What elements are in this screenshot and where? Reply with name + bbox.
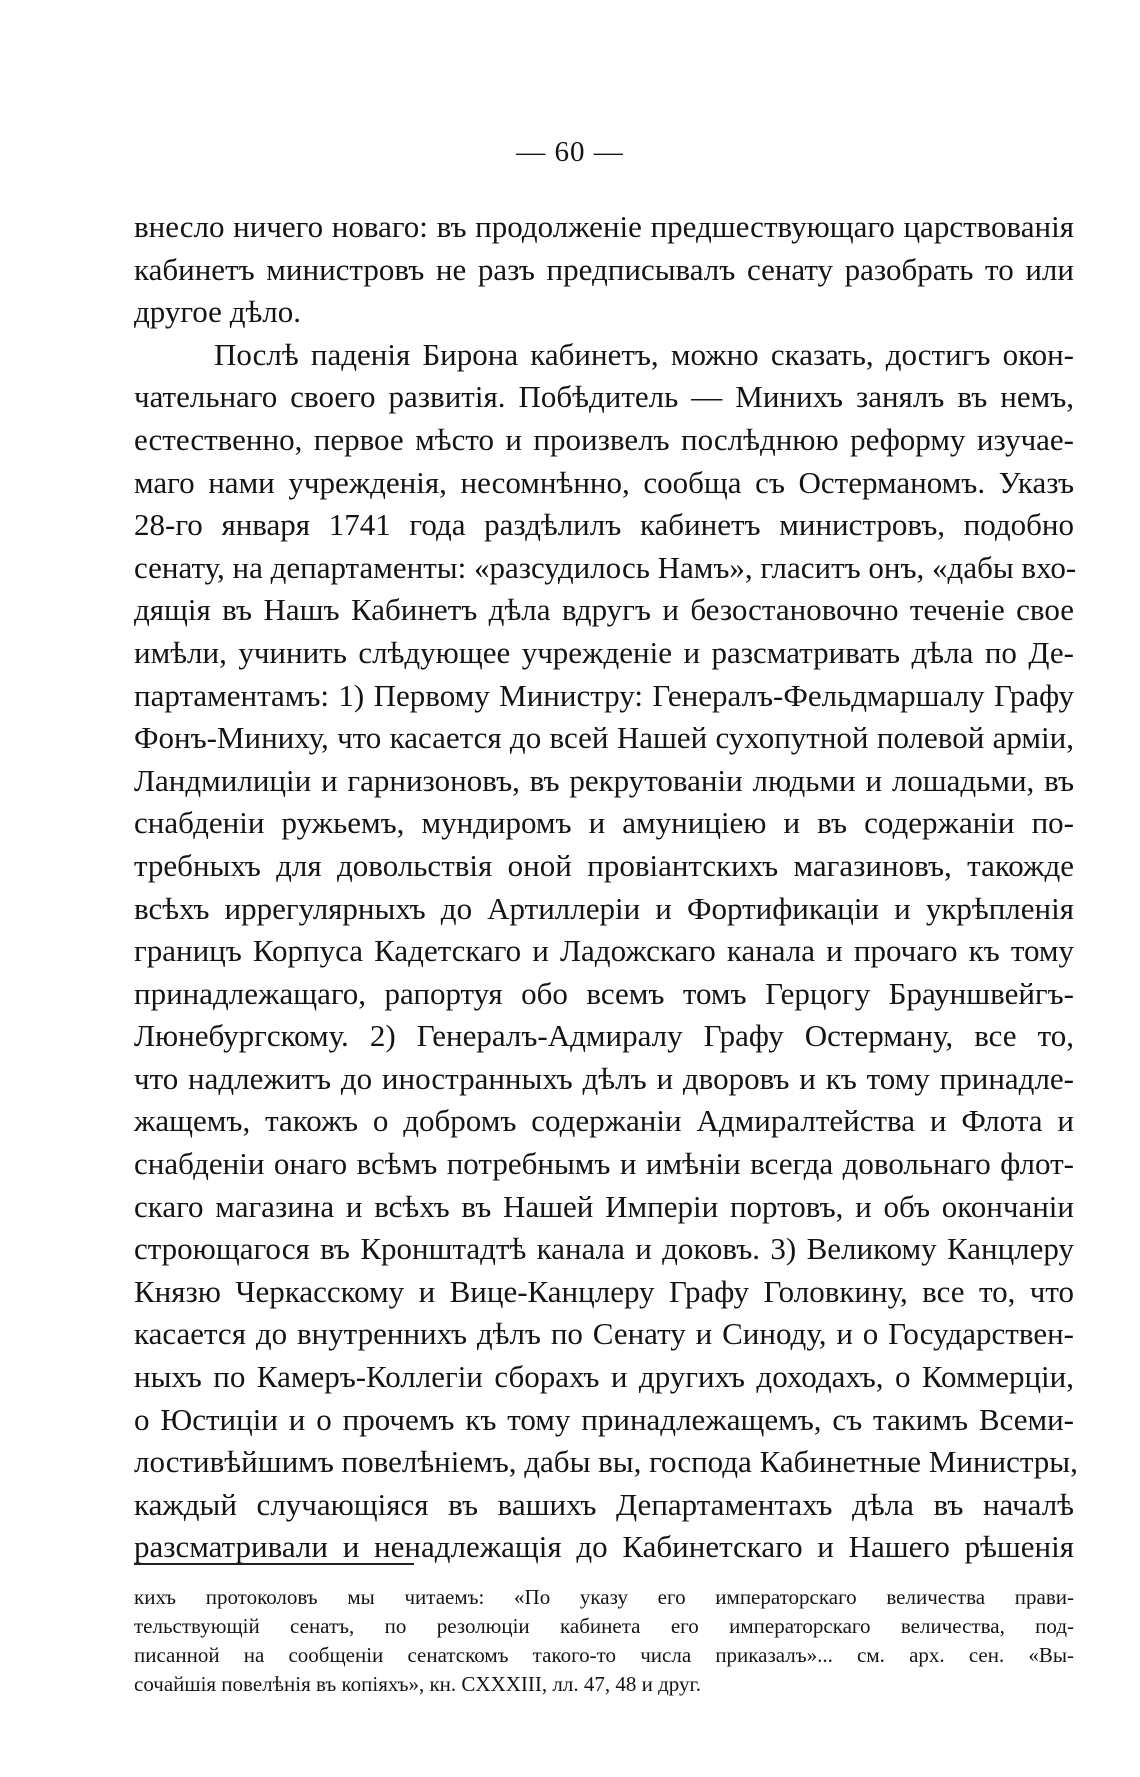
body-line: кабинетъ министровъ не разъ предписывалъ сенату разобрать то или <box>134 251 1074 287</box>
body-text <box>134 206 1078 1569</box>
body-line: разсматривали и ненадлежащія до Кабинетскаго и Нашего рѣшенія <box>134 1529 1074 1565</box>
body-line: маго нами учрежденія, несомнѣнно, сообща съ Остерманомъ. Указъ <box>134 464 1074 500</box>
body-line: о Юстиціи и о прочемъ къ тому принадлежащемъ, съ такимъ Всеми- <box>134 1401 1074 1437</box>
body-line: другое дѣло. <box>134 294 302 330</box>
body-line: скаго магазина и всѣхъ въ Нашей Имперіи портовъ, и объ окончаніи <box>134 1188 1074 1224</box>
body-line: сенату, на департаменты: «разсудилось Намъ», гласитъ онъ, «дабы вхо- <box>134 549 1077 585</box>
footnote-line: тельствующій сенатъ, по резолюціи кабинета его императорскаго величества, под- <box>134 1614 1074 1638</box>
body-line: естественно, первое мѣсто и произвелъ послѣднюю реформу изучае- <box>134 421 1074 457</box>
body-line: снабденіи ружьемъ, мундиромъ и амуниціею и въ содержаніи по- <box>134 805 1074 841</box>
body-line: жащемъ, такожъ о добромъ содержаніи Адмиралтейства и Флота и <box>134 1103 1074 1139</box>
footnote-line: сочайшія повелѣнія въ копіяхъ», кн. CXXXIII, лл. 47, 48 и друг. <box>134 1672 701 1696</box>
body-line: Князю Черкасскому и Вице-Канцлеру Графу Головкину, все то, что <box>134 1273 1074 1309</box>
body-line: 28-го января 1741 года раздѣлилъ кабинетъ министровъ, подобно <box>134 507 1074 543</box>
body-line: партаментамъ: 1) Первому Министру: Генералъ-Фельдмаршалу Графу <box>134 677 1074 713</box>
footnote-divider <box>134 1563 414 1565</box>
body-line: границъ Корпуса Кадетскаго и Ладожскаго канала и прочаго къ тому <box>134 933 1074 969</box>
body-line: что надлежитъ до иностранныхъ дѣлъ и дворовъ и къ тому принадле- <box>134 1060 1074 1096</box>
body-line: Послѣ паденія Бирона кабинетъ, можно сказать, достигъ окон- <box>214 336 1074 372</box>
body-line: чательнаго своего развитія. Побѣдитель — Минихъ занялъ въ немъ, <box>134 379 1074 415</box>
footnote-line: писанной на сообщеніи сенатскомъ такого-то числа приказалъ»... см. арх. сен. «Вы- <box>134 1643 1074 1667</box>
body-line: внесло ничего новаго: въ продолженіе предшествующаго царствованія <box>134 209 1074 244</box>
body-line: имѣли, учинить слѣдующее учрежденіе и разсматривать дѣла по Де- <box>134 634 1074 670</box>
body-line: строющагося въ Кронштадтѣ канала и доковъ. 3) Великому Канцлеру <box>134 1231 1074 1267</box>
page-number: — 60 — <box>516 136 624 168</box>
body-line: снабденіи онаго всѣмъ потребнымъ и имѣніи всегда довольнаго флот- <box>134 1146 1074 1182</box>
footnote <box>134 1583 1074 1699</box>
body-line: всѣхъ иррегулярныхъ до Артиллеріи и Фортификаціи и укрѣпленія <box>134 890 1074 926</box>
body-line: Фонъ-Миниху, что касается до всей Нашей сухопутной полевой арміи, <box>134 720 1074 756</box>
body-line: требныхъ для довольствія оной провіантскихъ магазиновъ, такожде <box>134 847 1074 883</box>
body-line: дящія въ Нашъ Кабинетъ дѣла вдругъ и безостановочно теченіе свое <box>134 592 1074 628</box>
body-line: Ландмилиціи и гарнизоновъ, въ рекрутованіи людьми и лошадьми, въ <box>134 762 1074 798</box>
body-line: ныхъ по Камеръ-Коллегіи сборахъ и другихъ доходахъ, о Коммерціи, <box>134 1359 1074 1395</box>
footnote-line: кихъ протоколовъ мы читаемъ: «По указу его императорскаго величества прави- <box>134 1585 1074 1609</box>
body-line: принадлежащаго, рапортуя обо всемъ томъ Герцогу Брауншвейгъ- <box>134 975 1074 1011</box>
body-line: каждый случающіяся въ вашихъ Департаментахъ дѣла въ началѣ <box>134 1486 1074 1522</box>
body-line: Люнебургскому. 2) Генералъ-Адмиралу Графу Остерману, все то, <box>134 1018 1074 1054</box>
body-line: касается до внутреннихъ дѣлъ по Сенату и Синоду, и о Государствен- <box>134 1316 1074 1352</box>
body-line: лостивѣйшимъ повелѣніемъ, дабы вы, господа Кабинетные Министры, <box>134 1444 1078 1480</box>
